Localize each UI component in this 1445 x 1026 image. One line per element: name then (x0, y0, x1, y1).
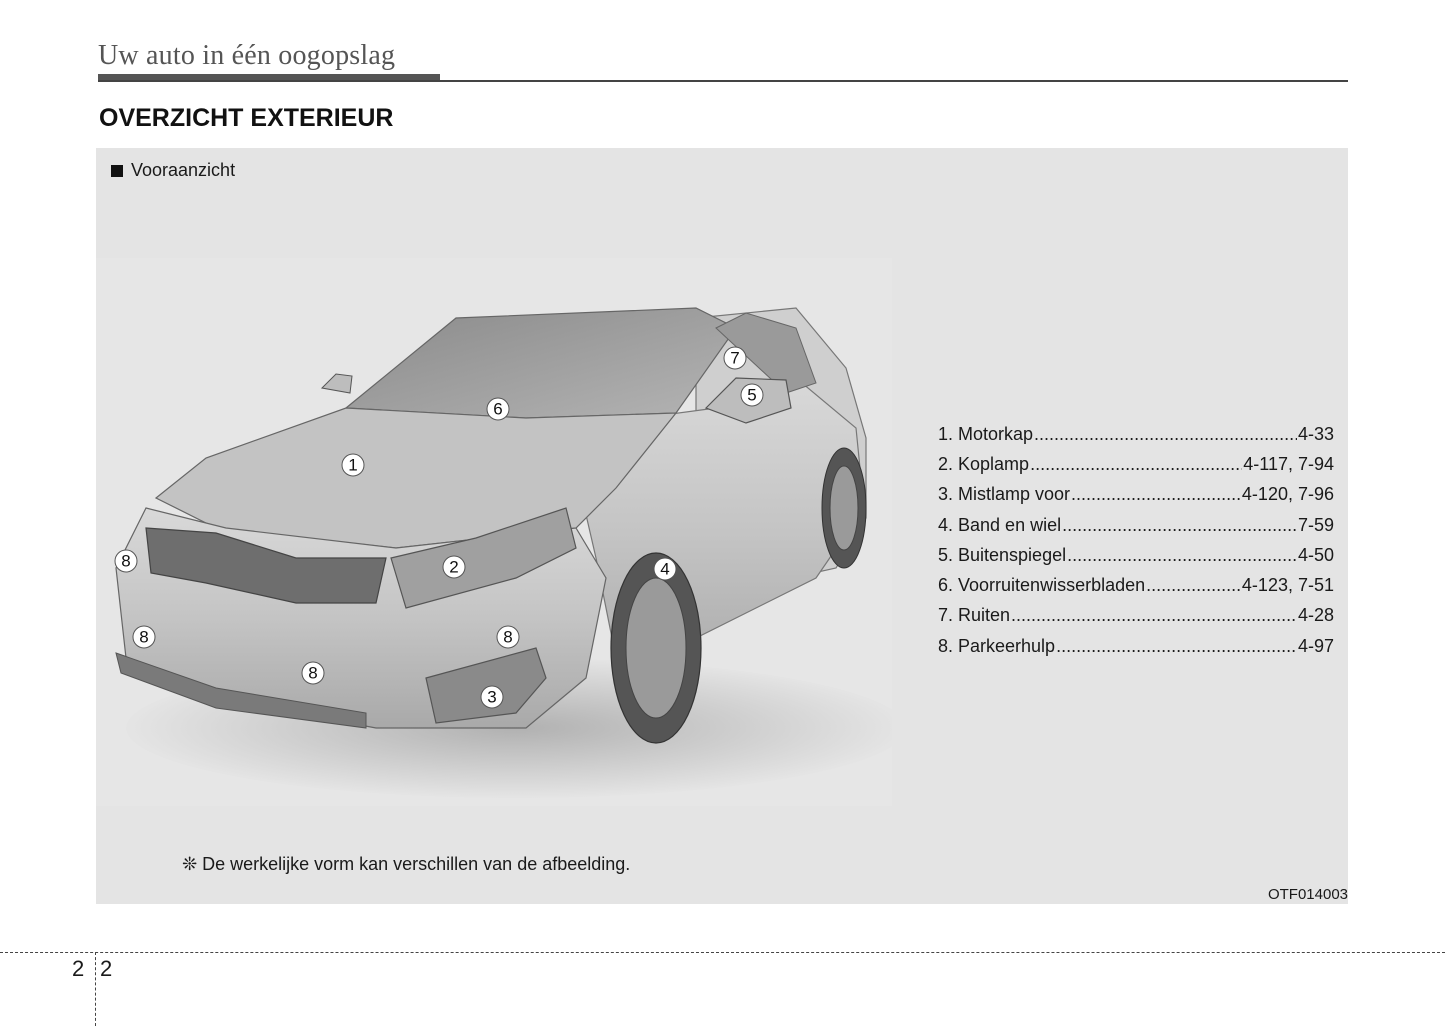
callout-label: 6. Voorruitenwisserbladen (938, 575, 1146, 596)
list-item (938, 631, 1334, 661)
view-label-text: Vooraanzicht (131, 160, 236, 180)
page-number: 2 (100, 956, 113, 981)
list-item (938, 601, 1334, 631)
callout-page: 4-120, 7-96 (1241, 484, 1334, 505)
view-label (111, 160, 235, 181)
callout-5 (741, 384, 763, 406)
callout-8a (115, 550, 137, 572)
svg-text:1: 1 (348, 455, 358, 475)
list-item (938, 540, 1334, 570)
callout-8b (133, 626, 155, 648)
callout-8d (497, 626, 519, 648)
callout-label: 5. Buitenspiegel (938, 544, 1067, 565)
callout-7 (724, 347, 746, 369)
callout-label: 8. Parkeerhulp (938, 635, 1056, 656)
callout-label: 1. Motorkap (938, 423, 1034, 444)
svg-text:8: 8 (503, 627, 513, 647)
svg-text:8: 8 (121, 551, 131, 571)
callout-3 (481, 686, 503, 708)
list-item (938, 480, 1334, 510)
callout-6 (487, 398, 509, 420)
footer-page-divider (95, 952, 96, 1026)
svg-text:4: 4 (660, 559, 670, 579)
chapter-number: 2 (72, 956, 85, 981)
callout-label: 3. Mistlamp voor (938, 484, 1071, 505)
callout-page: 7-59 (1297, 514, 1334, 535)
callout-8c (302, 662, 324, 684)
svg-text:8: 8 (139, 627, 149, 647)
list-item (938, 570, 1334, 600)
svg-text:3: 3 (487, 687, 497, 707)
svg-text:5: 5 (747, 385, 757, 405)
callout-page: 4-33 (1297, 423, 1334, 444)
callout-page: 4-123, 7-51 (1241, 575, 1334, 596)
svg-text:7: 7 (730, 348, 740, 368)
callout-label: 7. Ruiten (938, 605, 1011, 626)
front-rim (626, 578, 686, 718)
callout-label: 2. Koplamp (938, 453, 1030, 474)
list-item (938, 419, 1334, 449)
callout-page: 4-50 (1297, 544, 1334, 565)
svg-text:8: 8 (308, 663, 318, 683)
square-bullet-icon (111, 165, 123, 177)
rear-rim (830, 466, 858, 550)
section-title: OVERZICHT EXTERIEUR (99, 104, 394, 132)
svg-text:2: 2 (449, 557, 459, 577)
callout-4 (654, 558, 676, 580)
chapter-title: Uw auto in één oogopslag (98, 40, 396, 71)
callout-1 (342, 454, 364, 476)
callout-page: 4-28 (1297, 605, 1334, 626)
callout-page: 4-97 (1297, 635, 1334, 656)
figure-note: ❊ De werkelijke vorm kan verschillen van de afbeelding. (182, 854, 631, 874)
callout-2 (443, 556, 465, 578)
header-rule (98, 80, 1348, 82)
svg-text:6: 6 (493, 399, 503, 419)
car-front-illustration (96, 258, 892, 806)
figure-code: OTF014003 (1267, 886, 1348, 903)
callout-list (938, 419, 1334, 661)
list-item (938, 449, 1334, 479)
callout-page: 4-117, 7-94 (1243, 453, 1334, 474)
footer-divider (0, 952, 1445, 953)
callout-label: 4. Band en wiel (938, 514, 1062, 535)
list-item (938, 510, 1334, 540)
